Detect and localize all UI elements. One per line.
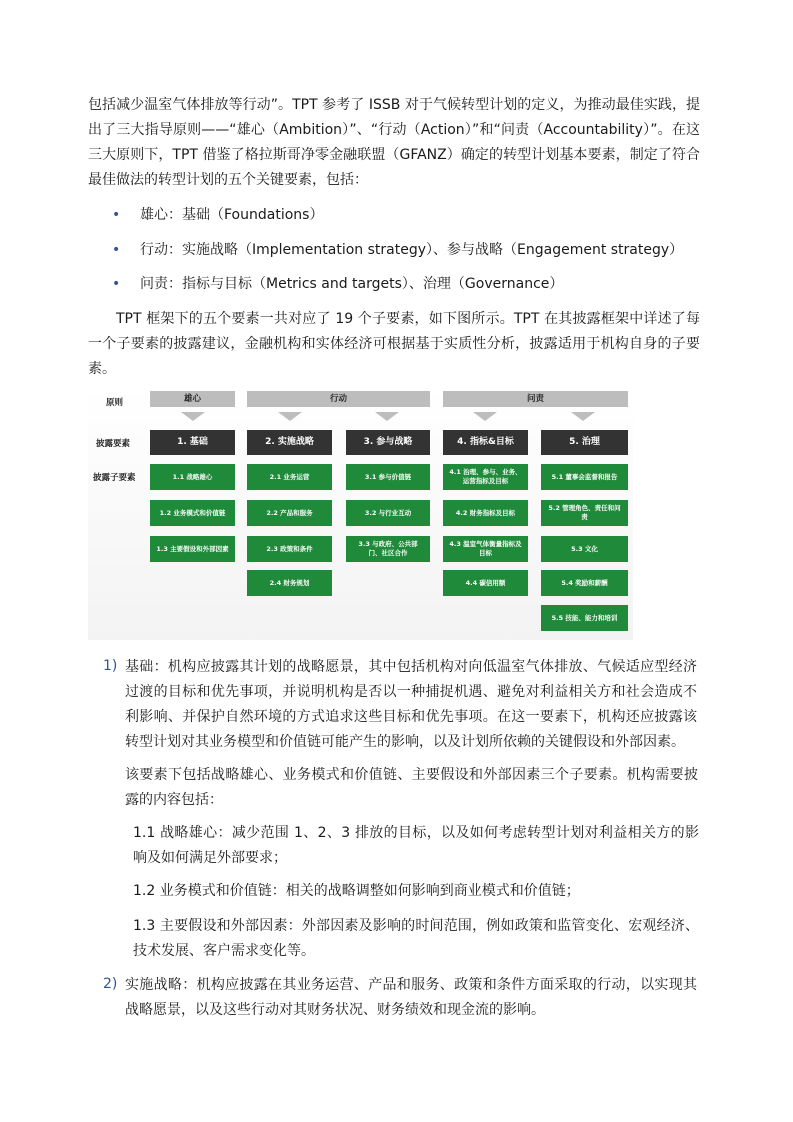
bullet-text: 雄心：基础（Foundations） — [140, 207, 324, 223]
arrow-down-icon — [181, 412, 205, 421]
sub-element-4-3: 4.3 温室气体衡量指标及目标 — [443, 536, 528, 562]
sub-element-1-3: 1.3 主要假设和外部因素 — [150, 536, 235, 562]
sub-element-5-4: 5.4 奖励和薪酬 — [541, 570, 628, 596]
sub-element-2-1: 2.1 业务运营 — [247, 464, 332, 490]
sub-item-1-2: 1.2 业务模式和价值链：相关的战略调整如何影响到商业模式和价值链； — [133, 883, 580, 899]
sub-element-2-3: 2.3 政策和条件 — [247, 536, 332, 562]
arrow-down-icon — [571, 412, 595, 421]
sub-element-1-1: 1.1 战略雄心 — [150, 464, 235, 490]
bullet-text: 行动：实施战略（Implementation strategy）、参与战略（Engagement strategy） — [140, 242, 684, 258]
arrow-down-icon — [473, 412, 497, 421]
section-text: 基础：机构应披露其计划的战略愿景，其中包括机构对向低温室气体排放、气候适应型经济过渡的目标和优先事项，并说明机构是否以一种捕捉机遇、避免对利益相关方和社会造成不利影响、并保护自然环境的方式追求这些目标和优先事项。在这一要素下，机构还应披露该转型计划对其业务模型和价值链可能产生的影响，以及计划所依赖的关键假设和外部因素。 — [125, 659, 697, 750]
sub-element-3-2: 3.2 与行业互动 — [346, 500, 430, 526]
principle-accountability: 问责 — [443, 391, 628, 407]
sub-element-4-1: 4.1 治理、参与、业务、运营指标及目标 — [443, 464, 528, 490]
sub-item-1-3: 1.3 主要假设和外部因素：外部因素及影响的时间范围，例如政策和监管变化、宏观经济、技术发展、客户需求变化等。 — [133, 918, 699, 959]
bullet-icon: • — [112, 207, 121, 223]
row-label-principle: 原则 — [106, 398, 124, 408]
section-foundations-followup: 该要素下包括战略雄心、业务模式和价值链、主要假设和外部因素三个子要素。机构需要披露的内容包括： — [125, 767, 698, 808]
sub-element-3-1: 3.1 参与价值链 — [346, 464, 430, 490]
element-metrics-targets: 4. 指标&目标 — [443, 430, 528, 455]
element-engagement-strategy: 3. 参与战略 — [346, 430, 430, 455]
arrow-down-icon — [375, 412, 399, 421]
sub-element-3-3: 3.3 与政府、公共部门、社区合作 — [346, 536, 430, 562]
sub-element-5-3: 5.3 文化 — [541, 536, 628, 562]
section-number: 2) — [103, 976, 118, 992]
row-label-element: 披露要素 — [96, 439, 131, 449]
principle-ambition: 雄心 — [150, 391, 235, 407]
sub-element-4-2: 4.2 财务指标及目标 — [443, 500, 528, 526]
element-implementation-strategy: 2. 实施战略 — [247, 430, 332, 455]
sub-element-5-2: 5.2 管理角色、责任和问责 — [541, 500, 628, 526]
principle-action: 行动 — [247, 391, 430, 407]
sub-element-4-4: 4.4 碳信用额 — [443, 570, 528, 596]
tpt-framework-diagram — [88, 387, 633, 640]
element-governance: 5. 治理 — [541, 430, 628, 455]
sub-element-1-2: 1.2 业务模式和价值链 — [150, 500, 235, 526]
sub-item-1-1: 1.1 战略雄心：减少范围 1、2、3 排放的目标，以及如何考虑转型计划对利益相关方的影响及如何满足外部要求； — [133, 825, 699, 866]
intro-paragraph: 包括减少温室气体排放等行动”。TPT 参考了 ISSB 对于气候转型计划的定义，为推动最佳实践，提出了三大指导原则——“雄心（Ambition）”、“行动（Action）”和“问责（Accountability）”。在这三大原则下，TPT 借鉴了格拉斯哥净零金融联盟（GFANZ）确定的转型计划基本要素，制定了符合最佳做法的转型计划的五个关键要素，包括： — [88, 97, 700, 188]
bullet-text: 问责：指标与目标（Metrics and targets）、治理（Governance） — [140, 276, 564, 292]
row-label-sub-element: 披露子要素 — [93, 473, 136, 483]
element-foundations: 1. 基础 — [150, 430, 235, 455]
framework-intro-paragraph: TPT 框架下的五个要素一共对应了 19 个子要素，如下图所示。TPT 在其披露框架中详述了每一个子要素的披露建议，金融机构和实体经济可根据基于实质性分析，披露适用于机构自身的子要素。 — [88, 311, 700, 377]
section-text: 实施战略：机构应披露在其业务运营、产品和服务、政策和条件方面采取的行动，以实现其战略愿景，以及这些行动对其财务状况、财务绩效和现金流的影响。 — [125, 977, 697, 1018]
section-number: 1) — [103, 658, 118, 674]
sub-element-2-4: 2.4 财务规划 — [247, 570, 332, 596]
bullet-icon: • — [112, 242, 121, 258]
sub-element-2-2: 2.2 产品和服务 — [247, 500, 332, 526]
bullet-icon: • — [112, 276, 121, 292]
sub-element-5-1: 5.1 董事会监督和报告 — [541, 464, 628, 490]
arrow-down-icon — [278, 412, 302, 421]
sub-element-5-5: 5.5 技能、能力和培训 — [541, 605, 628, 631]
